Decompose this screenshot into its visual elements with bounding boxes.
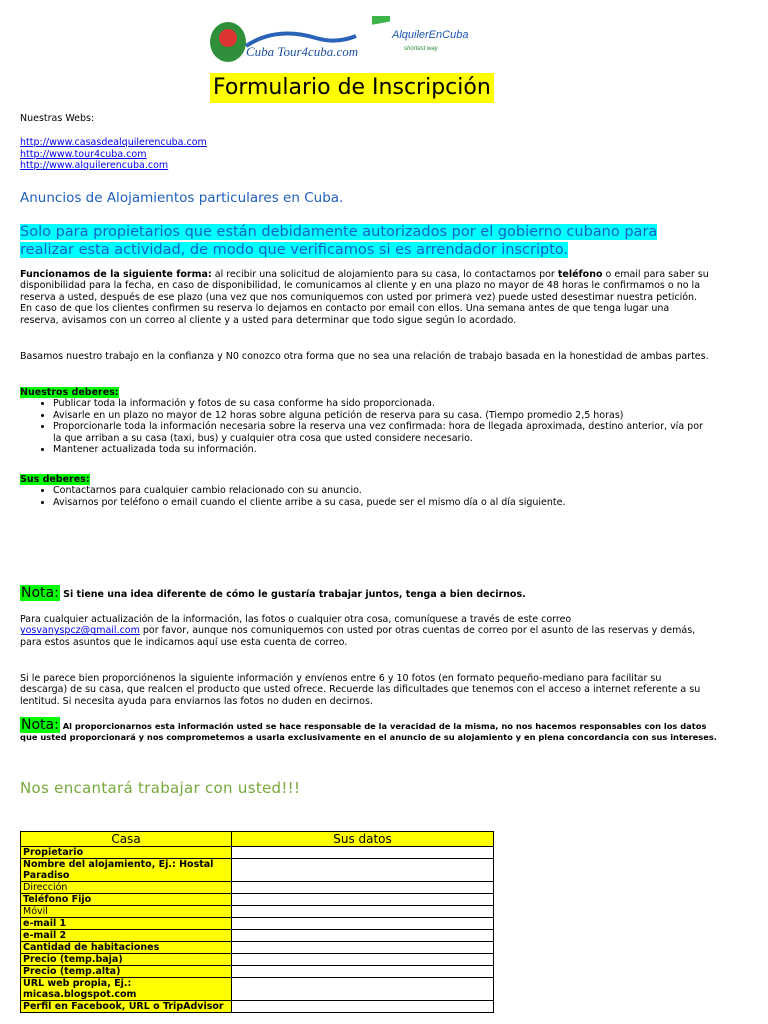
how-lead: Funcionamos de la siguiente forma: [20,269,212,280]
nota1-text: Si tiene una idea diferente de cómo le gustaría trabajar juntos, tenga a bien decirnos. [59,589,526,600]
field-direccion[interactable] [232,882,494,894]
nota2-text: Al proporcionarnos esta información usted se hace responsable de la veracidad de la misma, no nos hacemos responsables con los datos que usted proporcionará y nos comprometemos a usarla exclusivamente en el anuncio de su alojamiento y en plena concordancia con sus intereses. [20,721,717,742]
contact-text1: Para cualquier actualización de la información, las fotos o cualquier otra cosa, comuníquese a través de este correo [20,614,572,625]
your-duties-title: Sus deberes: [20,474,90,485]
our-duties-title: Nuestros deberes: [20,387,119,398]
how-text1: al recibir una solicitud de alojamiento para su casa, lo contactamos por [211,269,558,280]
tour4cuba-logo [206,16,506,68]
link-tour4cuba[interactable]: http://www.tour4cuba.com [20,148,147,160]
row-label: Precio (temp.alta) [21,966,232,978]
list-item: • Avisarle en un plazo no mayor de 12 horas sobre alguna petición de reserva para su casa. (Tiempo promedio 2,5 horas) [53,410,710,421]
row-label: Perfil en Facebook, URL o TripAdvisor [21,1001,232,1013]
contact-email-link[interactable]: yosvanyspcz@gmail.com [20,625,140,637]
how-bold-word: teléfono [557,269,603,280]
col-header-casa: Casa [21,832,232,847]
closing-message: Nos encantará trabajar con usted!!! [20,779,301,797]
list-item: • Avisarnos por teléfono o email cuando el cliente arribe a su casa, puede ser el mismo día o al día siguiente. [53,497,710,508]
list-item: • Contactarnos para cualquier cambio relacionado con su anuncio. [53,485,710,496]
page-title: Formulario de Inscripción [210,73,494,103]
nota2-label: Nota: [21,717,59,733]
webs-links [20,137,207,172]
row-label: Precio (temp.baja) [21,954,232,966]
registration-form-table [20,831,494,1013]
contact-text2: por favor, aunque nos comuniquemos con usted por otras cuentas de correo por el asunto de las reservas y demás, para estos asuntos que le indicamos aquí use esta cuenta de correo. [20,625,696,648]
row-label: Nombre del alojamiento, Ej.: Hostal Paradiso [21,859,232,882]
logo-right-text: AlquilerEnCuba [392,29,469,41]
row-label: Dirección [21,882,232,894]
list-item: • Proporcionarle toda la información necesaria sobre la reserva una vez confirmada: hora de llegada aproximada, destino anterior, vía por la que arriban a su casa (taxi, bus) y cualquier otra cosa que usted considere necesario. [53,421,710,444]
header-logos [206,16,506,68]
field-email-1[interactable] [232,918,494,930]
field-perfil[interactable] [232,1001,494,1013]
table-row [21,942,494,954]
row-label: URL web propia, Ej.: micasa.blogspot.com [21,978,232,1001]
field-propietario[interactable] [232,847,494,859]
your-duties [20,474,710,508]
field-movil[interactable] [232,906,494,918]
table-row [21,859,494,882]
field-precio-baja[interactable] [232,954,494,966]
row-label: Propietario [21,847,232,859]
field-telefono-fijo[interactable] [232,894,494,906]
authorization-notice-text: Solo para propietarios que están debidamente autorizados por el gobierno cubano para realizar esta actividad, de modo que verificamos si es arrendador inscripto. [20,224,658,258]
table-row [21,894,494,906]
col-header-sus-datos: Sus datos [232,832,494,847]
authorization-notice [20,223,670,259]
nota1 [20,585,720,601]
field-cantidad-habitaciones[interactable] [232,942,494,954]
table-row [21,978,494,1001]
logo-left-text: Cuba Tour4cuba.com [246,44,359,59]
contact-paragraph [20,614,710,648]
logo-right-sub: shortest way [404,46,438,52]
our-duties-list [20,398,710,455]
nota2 [20,717,720,743]
photos-paragraph: Si le parece bien proporciónenos la siguiente información y envíenos entre 6 y 10 fotos (en formato pequeño-mediano para facilitar su descarga) de su casa, que realcen el producto que usted ofrece. Recuerde las dificultades que tenemos con el acceso a internet referente a su lentitud. Si necesita ayuda para enviarnos las fotos no duden en decirnos. [20,673,701,707]
row-label: Móvil [21,906,232,918]
link-alquilerencuba[interactable]: http://www.alquilerencuba.com [20,160,169,171]
table-row [21,966,494,978]
table-row [21,954,494,966]
table-row [21,906,494,918]
field-nombre-alojamiento[interactable] [232,859,494,882]
our-duties [20,387,710,455]
table-row [21,847,494,859]
field-url-web[interactable] [232,978,494,1001]
field-email-2[interactable] [232,930,494,942]
table-row [21,918,494,930]
row-label: Cantidad de habitaciones [21,942,232,954]
row-label: e-mail 2 [21,930,232,942]
how-we-work [20,269,710,326]
how-text2: o email para saber su disponibilidad para la fecha, en caso de disponibilidad, le comunicamos al cliente y en una plazo no mayor de 48 horas le confirmamos o no la reserva a usted, después de ese plazo (una vez que nos comuniquemos con usted por primera vez) puede usted desestimar nuestra petición. En caso de que los clientes confirmen su reserva lo dejamos en contacto por email con ellos. Una semana antes de que tenga lugar una reserva, avisamos con un correo al cliente y a usted para determinar que todo sigue según lo acordado. [20,269,709,326]
list-item: • Mantener actualizada toda su información. [53,444,710,455]
table-row [21,882,494,894]
table-header-row [21,832,494,847]
row-label: e-mail 1 [21,918,232,930]
link-casasdealquilerencuba[interactable]: http://www.casasdealquilerencuba.com [20,137,207,148]
table-row [21,1001,494,1013]
trust-paragraph: Basamos nuestro trabajo en la confianza y N0 conozco otra forma que no sea una relación de trabajo basada en la honestidad de ambas partes. [20,351,709,362]
subtitle: Anuncios de Alojamientos particulares en Cuba. [20,190,344,206]
row-label: Teléfono Fijo [21,894,232,906]
your-duties-list [20,485,710,508]
table-row [21,930,494,942]
list-item: • Publicar toda la información y fotos de su casa conforme ha sido proporcionada. [53,398,710,409]
webs-label: Nuestras Webs: [20,113,95,124]
field-precio-alta[interactable] [232,966,494,978]
nota1-label: Nota: [21,585,59,601]
